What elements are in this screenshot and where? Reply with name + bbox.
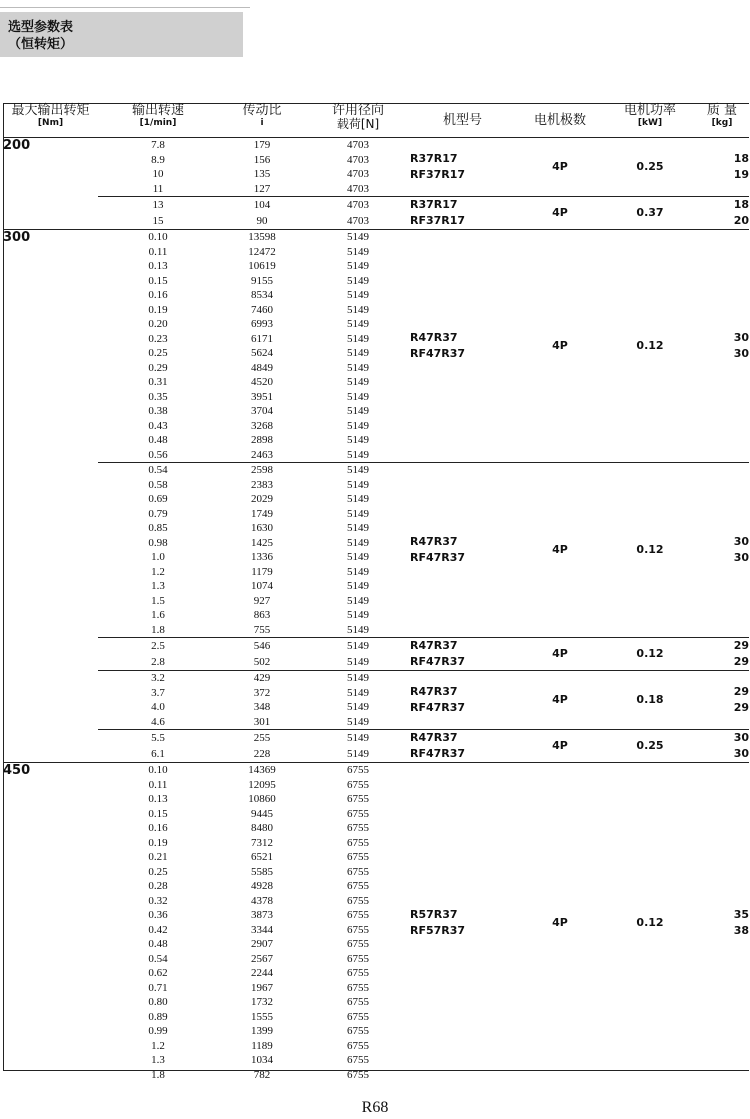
output-speed-cell: 0.69 bbox=[148, 493, 168, 505]
ratio-cell: 6993 bbox=[251, 318, 273, 330]
ratio-cell: 156 bbox=[253, 153, 271, 166]
output-speed-cell: 0.11 bbox=[148, 778, 168, 791]
table-body bbox=[3, 138, 749, 1083]
radial-load-cell: 5149 bbox=[347, 655, 369, 668]
radial-load-cell: 6755 bbox=[347, 1025, 369, 1037]
ratio-cell: 4928 bbox=[251, 880, 273, 892]
radial-load-cell: 5149 bbox=[347, 580, 369, 592]
table-row bbox=[3, 638, 749, 655]
output-speed-cell: 0.19 bbox=[148, 303, 168, 316]
mass-cell bbox=[695, 463, 749, 638]
ratio-cell: 3704 bbox=[251, 405, 273, 417]
output-speed-cell: 0.16 bbox=[148, 822, 168, 834]
ratio-cell: 927 bbox=[253, 594, 271, 607]
table-bottom-rule bbox=[3, 1070, 749, 1071]
ratio-cell: 8534 bbox=[251, 289, 273, 301]
col-header-mass: 质 量 [kg] bbox=[695, 104, 749, 138]
output-speed-cell: 0.36 bbox=[148, 909, 168, 921]
radial-load-cell: 5149 bbox=[306, 463, 410, 478]
ratio-cell: 135 bbox=[253, 168, 271, 180]
motor-poles-cell: 4P bbox=[515, 463, 605, 638]
output-speed-cell: 0.13 bbox=[148, 793, 168, 805]
mass-value: 30 bbox=[733, 731, 749, 744]
model-name: R37R17 bbox=[410, 198, 458, 211]
ratio-cell: 2567 bbox=[251, 952, 273, 965]
mass-value: 20 bbox=[733, 214, 749, 227]
radial-load-cell: 6755 bbox=[347, 909, 369, 921]
radial-load-cell: 5149 bbox=[347, 609, 369, 621]
model-name: RF47R37 bbox=[410, 701, 466, 714]
motor-poles-cell: 4P bbox=[515, 671, 605, 730]
model-cell bbox=[410, 671, 515, 730]
motor-poles-cell: 4P bbox=[515, 730, 605, 763]
mass-cell bbox=[695, 671, 749, 730]
model-name: RF37R17 bbox=[410, 214, 466, 227]
output-speed-cell: 1.2 bbox=[151, 565, 165, 578]
radial-load-cell: 6755 bbox=[347, 981, 369, 994]
model-name: R47R37 bbox=[410, 685, 458, 698]
radial-load-cell: 6755 bbox=[347, 952, 369, 965]
ratio-cell: 502 bbox=[253, 655, 271, 668]
radial-load-cell: 5149 bbox=[347, 274, 369, 287]
ratio-cell: 7312 bbox=[251, 836, 273, 849]
radial-load-cell: 6755 bbox=[347, 851, 369, 863]
mass-value: 18 bbox=[733, 152, 749, 165]
output-speed-cell: 0.58 bbox=[148, 478, 168, 491]
ratio-cell: 5624 bbox=[251, 347, 273, 359]
motor-power-cell: 0.25 bbox=[636, 160, 664, 173]
ratio-cell: 10619 bbox=[248, 260, 276, 272]
ratio-cell: 4378 bbox=[251, 894, 273, 907]
ratio-cell: 1555 bbox=[251, 1010, 273, 1023]
col-header-ratio: 传动比 i bbox=[218, 104, 306, 138]
ratio-cell: 1630 bbox=[251, 522, 273, 534]
radial-load-cell: 5149 bbox=[347, 245, 369, 258]
output-speed-cell: 0.98 bbox=[148, 536, 168, 549]
model-cell bbox=[410, 638, 515, 671]
output-speed-cell: 0.20 bbox=[148, 318, 168, 330]
radial-load-cell: 5149 bbox=[347, 565, 369, 578]
model-name: R47R37 bbox=[410, 639, 458, 652]
ratio-cell: 1967 bbox=[251, 981, 273, 994]
ratio-cell: 1732 bbox=[251, 996, 273, 1008]
output-speed-cell: 11 bbox=[152, 182, 164, 195]
mass-cell bbox=[695, 197, 749, 230]
output-speed-cell: 0.38 bbox=[148, 405, 168, 417]
ratio-cell: 782 bbox=[253, 1068, 271, 1081]
ratio-cell: 6171 bbox=[251, 332, 273, 345]
output-speed-cell: 0.42 bbox=[148, 923, 168, 936]
output-speed-cell: 0.71 bbox=[148, 981, 168, 994]
radial-load-cell: 5149 bbox=[306, 230, 410, 245]
model-name: R47R37 bbox=[410, 731, 458, 744]
radial-load-cell: 5149 bbox=[306, 730, 410, 747]
radial-load-cell: 6755 bbox=[347, 1039, 369, 1052]
col-header-radial-load: 许用径向 载荷[N] bbox=[306, 104, 410, 138]
output-speed-cell: 2.8 bbox=[151, 655, 165, 668]
radial-load-cell: 6755 bbox=[347, 865, 369, 878]
radial-load-cell: 5149 bbox=[347, 376, 369, 388]
output-speed-cell: 0.48 bbox=[148, 938, 168, 950]
table-header-row bbox=[3, 104, 749, 138]
ratio-cell: 255 bbox=[218, 730, 306, 747]
ratio-cell: 1034 bbox=[251, 1054, 273, 1066]
model-name: RF37R17 bbox=[410, 168, 466, 181]
ratio-cell: 6521 bbox=[251, 851, 273, 863]
output-speed-cell: 0.10 bbox=[98, 763, 218, 778]
max-torque-cell: 450 bbox=[3, 763, 98, 1083]
ratio-cell: 1399 bbox=[251, 1025, 273, 1037]
output-speed-cell: 0.21 bbox=[148, 851, 168, 863]
model-cell bbox=[410, 197, 515, 230]
output-speed-cell: 1.2 bbox=[151, 1039, 165, 1052]
mass-value: 29 bbox=[733, 639, 749, 652]
ratio-cell: 4520 bbox=[251, 376, 273, 388]
mass-cell bbox=[695, 730, 749, 763]
ratio-cell: 3268 bbox=[251, 419, 273, 432]
ratio-cell: 863 bbox=[253, 609, 271, 621]
output-speed-cell: 1.6 bbox=[151, 609, 165, 621]
motor-power-cell: 0.37 bbox=[605, 197, 695, 230]
ratio-cell: 14369 bbox=[218, 763, 306, 778]
ratio-cell: 1189 bbox=[251, 1039, 273, 1052]
top-rule bbox=[0, 7, 250, 8]
ratio-cell: 5585 bbox=[251, 865, 273, 878]
radial-load-cell: 4703 bbox=[347, 214, 369, 227]
radial-load-cell: 4703 bbox=[347, 139, 369, 151]
model-cell bbox=[410, 763, 515, 1083]
table-row bbox=[3, 730, 749, 747]
output-speed-cell: 3.7 bbox=[151, 686, 165, 699]
model-name: RF57R37 bbox=[410, 923, 466, 937]
output-speed-cell: 1.8 bbox=[151, 1068, 165, 1081]
output-speed-cell: 0.23 bbox=[148, 332, 168, 345]
output-speed-cell: 1.8 bbox=[151, 623, 165, 636]
ratio-cell: 1749 bbox=[251, 507, 273, 520]
max-torque-cell: 300 bbox=[3, 230, 98, 763]
mass-value: 18 bbox=[733, 198, 749, 211]
table-row bbox=[3, 463, 749, 478]
mass-cell bbox=[695, 763, 749, 1083]
motor-power-cell: 0.12 bbox=[605, 463, 695, 638]
mass-cell bbox=[695, 138, 749, 197]
ratio-cell: 10860 bbox=[248, 793, 276, 805]
ratio-cell: 2029 bbox=[251, 493, 273, 505]
output-speed-cell: 1.3 bbox=[151, 1054, 165, 1066]
output-speed-cell: 0.43 bbox=[148, 419, 168, 432]
radial-load-cell: 5149 bbox=[347, 434, 369, 446]
ratio-cell: 3951 bbox=[251, 390, 273, 403]
radial-load-cell: 6755 bbox=[347, 938, 369, 950]
output-speed-cell: 1.0 bbox=[151, 551, 165, 563]
ratio-cell: 3873 bbox=[251, 909, 273, 921]
output-speed-cell: 0.10 bbox=[98, 230, 218, 245]
output-speed-cell: 0.11 bbox=[148, 245, 168, 258]
output-speed-cell: 0.48 bbox=[148, 434, 168, 446]
motor-poles-cell: 4P bbox=[515, 230, 605, 463]
output-speed-cell: 0.25 bbox=[148, 347, 168, 359]
mass-value: 30 bbox=[733, 535, 749, 548]
motor-power-cell: 0.12 bbox=[605, 230, 695, 463]
output-speed-cell: 5.5 bbox=[98, 730, 218, 747]
mass-value: 38 bbox=[733, 923, 749, 937]
radial-load-cell: 4703 bbox=[347, 153, 369, 166]
radial-load-cell: 5149 bbox=[347, 361, 369, 374]
output-speed-cell: 15 bbox=[152, 214, 164, 227]
table-row bbox=[3, 763, 749, 778]
col-header-torque: 最大输出转矩 [Nm] bbox=[3, 104, 98, 138]
radial-load-cell: 6755 bbox=[347, 778, 369, 791]
page-number: R68 bbox=[361, 1099, 389, 1116]
model-name: RF47R37 bbox=[410, 551, 466, 564]
radial-load-cell: 5149 bbox=[306, 671, 410, 686]
motor-power-cell: 0.12 bbox=[605, 638, 695, 671]
model-name: RF47R37 bbox=[410, 347, 466, 360]
output-speed-cell: 0.56 bbox=[148, 448, 168, 461]
output-speed-cell: 0.31 bbox=[148, 376, 168, 388]
output-speed-cell: 0.28 bbox=[148, 880, 168, 892]
radial-load-cell: 5149 bbox=[347, 318, 369, 330]
ratio-cell: 546 bbox=[218, 638, 306, 655]
col-header-speed: 输出转速 [1/min] bbox=[98, 104, 218, 138]
output-speed-cell: 4.6 bbox=[151, 715, 165, 728]
radial-load-cell: 6755 bbox=[347, 923, 369, 936]
output-speed-cell: 0.54 bbox=[98, 463, 218, 478]
ratio-cell: 3344 bbox=[251, 923, 273, 936]
output-speed-cell: 0.62 bbox=[148, 967, 168, 979]
output-speed-cell: 0.15 bbox=[148, 807, 168, 820]
output-speed-cell: 0.32 bbox=[148, 894, 168, 907]
col-header-poles: 电机极数 bbox=[515, 104, 605, 138]
ratio-cell: 2383 bbox=[251, 478, 273, 491]
radial-load-cell: 5149 bbox=[347, 260, 369, 272]
output-speed-cell: 10 bbox=[152, 168, 164, 180]
output-speed-cell: 0.15 bbox=[148, 274, 168, 287]
output-speed-cell: 0.85 bbox=[148, 522, 168, 534]
ratio-cell: 2898 bbox=[251, 434, 273, 446]
ratio-cell: 2244 bbox=[251, 967, 273, 979]
mass-value: 30 bbox=[733, 347, 749, 360]
output-speed-cell: 0.35 bbox=[148, 390, 168, 403]
model-name: R37R17 bbox=[410, 152, 458, 165]
ratio-cell: 90 bbox=[256, 214, 268, 227]
output-speed-cell: 0.25 bbox=[148, 865, 168, 878]
motor-poles-cell: 4P bbox=[515, 197, 605, 230]
model-name: R57R37 bbox=[410, 907, 458, 921]
radial-load-cell: 6755 bbox=[347, 996, 369, 1008]
radial-load-cell: 5149 bbox=[347, 536, 369, 549]
ratio-cell: 1179 bbox=[251, 565, 273, 578]
output-speed-cell: 0.99 bbox=[148, 1025, 168, 1037]
radial-load-cell: 6755 bbox=[347, 807, 369, 820]
selection-table bbox=[3, 103, 749, 1082]
radial-load-cell: 5149 bbox=[347, 390, 369, 403]
radial-load-cell: 5149 bbox=[347, 448, 369, 461]
output-speed-cell: 6.1 bbox=[151, 747, 165, 760]
mass-value: 29 bbox=[733, 685, 749, 698]
ratio-cell: 2907 bbox=[251, 938, 273, 950]
ratio-cell: 4849 bbox=[251, 361, 273, 374]
radial-load-cell: 5149 bbox=[347, 551, 369, 563]
radial-load-cell: 5149 bbox=[347, 347, 369, 359]
radial-load-cell: 5149 bbox=[347, 522, 369, 534]
ratio-cell: 12095 bbox=[248, 778, 276, 791]
output-speed-cell: 7.8 bbox=[151, 139, 165, 151]
ratio-cell: 127 bbox=[253, 182, 271, 195]
radial-load-cell: 5149 bbox=[347, 747, 369, 760]
radial-load-cell: 6755 bbox=[347, 1068, 369, 1081]
ratio-cell: 179 bbox=[253, 139, 271, 151]
radial-load-cell: 4703 bbox=[347, 168, 369, 180]
output-speed-cell: 8.9 bbox=[151, 153, 165, 166]
model-cell bbox=[410, 730, 515, 763]
radial-load-cell: 6755 bbox=[347, 894, 369, 907]
mass-value: 30 bbox=[733, 551, 749, 564]
ratio-cell: 228 bbox=[253, 747, 271, 760]
output-speed-cell: 13 bbox=[98, 197, 218, 214]
ratio-cell: 12472 bbox=[248, 245, 276, 258]
ratio-cell: 429 bbox=[218, 671, 306, 686]
model-name: RF47R37 bbox=[410, 747, 466, 760]
radial-load-cell: 5149 bbox=[347, 493, 369, 505]
motor-poles-cell: 4P bbox=[515, 638, 605, 671]
section-title: 选型参数表 bbox=[8, 20, 74, 35]
mass-value: 30 bbox=[733, 331, 749, 344]
radial-load-cell: 5149 bbox=[347, 686, 369, 699]
output-speed-cell: 0.19 bbox=[148, 836, 168, 849]
ratio-cell: 2463 bbox=[251, 448, 273, 461]
output-speed-cell: 0.89 bbox=[148, 1010, 168, 1023]
motor-power-cell: 0.12 bbox=[605, 763, 695, 1083]
model-name: R47R37 bbox=[410, 535, 458, 548]
output-speed-cell: 0.79 bbox=[148, 507, 168, 520]
motor-poles-cell: 4P bbox=[552, 160, 568, 173]
mass-value: 35 bbox=[733, 907, 749, 921]
radial-load-cell: 6755 bbox=[347, 1054, 369, 1066]
output-speed-cell: 4.0 bbox=[151, 701, 165, 713]
radial-load-cell: 5149 bbox=[347, 303, 369, 316]
output-speed-cell: 0.13 bbox=[148, 260, 168, 272]
col-header-power: 电机功率 [kW] bbox=[605, 104, 695, 138]
model-cell bbox=[410, 138, 515, 197]
output-speed-cell: 0.16 bbox=[148, 289, 168, 301]
max-torque-cell: 200 bbox=[3, 138, 31, 153]
motor-power-cell: 0.18 bbox=[605, 671, 695, 730]
output-speed-cell: 0.29 bbox=[148, 361, 168, 374]
model-name: R47R37 bbox=[410, 331, 458, 344]
radial-load-cell: 4703 bbox=[306, 197, 410, 214]
output-speed-cell: 3.2 bbox=[98, 671, 218, 686]
output-speed-cell: 1.5 bbox=[151, 594, 165, 607]
ratio-cell: 1336 bbox=[251, 551, 273, 563]
ratio-cell: 2598 bbox=[218, 463, 306, 478]
radial-load-cell: 4703 bbox=[347, 182, 369, 195]
ratio-cell: 8480 bbox=[251, 822, 273, 834]
mass-value: 29 bbox=[733, 701, 749, 714]
ratio-cell: 301 bbox=[253, 715, 271, 728]
radial-load-cell: 5149 bbox=[347, 332, 369, 345]
radial-load-cell: 6755 bbox=[347, 1010, 369, 1023]
ratio-cell: 755 bbox=[253, 623, 271, 636]
radial-load-cell: 5149 bbox=[347, 405, 369, 417]
ratio-cell: 372 bbox=[253, 686, 271, 699]
output-speed-cell: 2.5 bbox=[98, 638, 218, 655]
table-row bbox=[3, 138, 749, 153]
radial-load-cell: 5149 bbox=[347, 507, 369, 520]
radial-load-cell: 5149 bbox=[347, 701, 369, 713]
left-border bbox=[3, 103, 4, 1071]
model-name: RF47R37 bbox=[410, 655, 466, 668]
output-speed-cell: 0.80 bbox=[148, 996, 168, 1008]
ratio-cell: 104 bbox=[218, 197, 306, 214]
mass-value: 19 bbox=[733, 168, 749, 181]
radial-load-cell: 6755 bbox=[347, 836, 369, 849]
radial-load-cell: 5149 bbox=[347, 478, 369, 491]
ratio-cell: 9445 bbox=[251, 807, 273, 820]
motor-poles-cell: 4P bbox=[515, 763, 605, 1083]
ratio-cell: 13598 bbox=[218, 230, 306, 245]
table-row bbox=[3, 230, 749, 245]
section-title-box bbox=[0, 12, 243, 57]
output-speed-cell: 0.54 bbox=[148, 952, 168, 965]
mass-cell bbox=[695, 638, 749, 671]
ratio-cell: 348 bbox=[253, 701, 271, 713]
radial-load-cell: 6755 bbox=[347, 967, 369, 979]
radial-load-cell: 5149 bbox=[347, 419, 369, 432]
ratio-cell: 1425 bbox=[251, 536, 273, 549]
model-cell bbox=[410, 230, 515, 463]
ratio-cell: 9155 bbox=[251, 274, 273, 287]
section-subtitle: （恒转矩） bbox=[8, 37, 74, 52]
radial-load-cell: 5149 bbox=[347, 715, 369, 728]
table-row bbox=[3, 671, 749, 686]
ratio-cell: 7460 bbox=[251, 303, 273, 316]
radial-load-cell: 6755 bbox=[347, 793, 369, 805]
ratio-cell: 1074 bbox=[251, 580, 273, 592]
output-speed-cell: 1.3 bbox=[151, 580, 165, 592]
radial-load-cell: 6755 bbox=[306, 763, 410, 778]
mass-cell bbox=[695, 230, 749, 463]
mass-value: 29 bbox=[733, 655, 749, 668]
model-cell bbox=[410, 463, 515, 638]
radial-load-cell: 6755 bbox=[347, 880, 369, 892]
radial-load-cell: 5149 bbox=[347, 594, 369, 607]
table-row bbox=[3, 197, 749, 214]
radial-load-cell: 5149 bbox=[347, 289, 369, 301]
col-header-model: 机型号 bbox=[410, 104, 515, 138]
mass-value: 30 bbox=[733, 747, 749, 760]
radial-load-cell: 5149 bbox=[306, 638, 410, 655]
motor-power-cell: 0.25 bbox=[605, 730, 695, 763]
radial-load-cell: 5149 bbox=[347, 623, 369, 636]
radial-load-cell: 6755 bbox=[347, 822, 369, 834]
